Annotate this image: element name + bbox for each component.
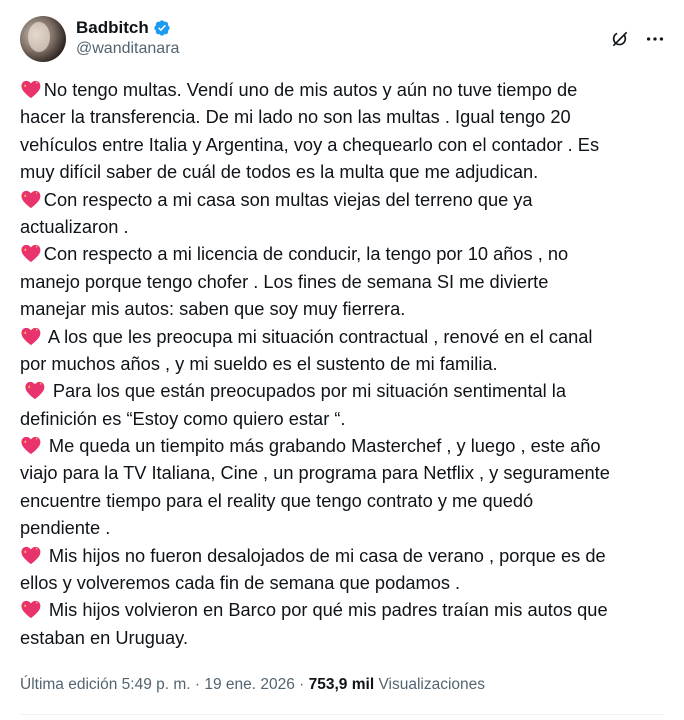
tweet-line (20, 158, 665, 185)
heart-emoji-icon (20, 79, 42, 99)
tweet-line (20, 295, 665, 322)
tweet-line-text: encuentre tiempo para el reality que tengo contrato y me quedó (20, 489, 534, 511)
tweet-line-text: muy difícil saber de cuál de todos es la multa que me adjudican. (20, 161, 539, 183)
heart-emoji-icon (20, 326, 42, 346)
tweet-line (20, 131, 665, 158)
tweet-line-text: Mis hijos volvieron en Barco por qué mis padres traían mis autos que (43, 599, 608, 621)
heart-emoji-icon (20, 435, 42, 455)
grok-icon[interactable] (610, 29, 630, 49)
views-count: 753,9 mil (308, 676, 375, 693)
tweet-line-text: A los que les preocupa mi situación contractual , renové en el canal (43, 325, 593, 347)
heart-emoji-icon (24, 380, 46, 400)
tweet-line (20, 487, 665, 514)
tweet-line (20, 514, 665, 541)
tweet-line-text: ellos y volveremos cada fin de semana que podamos . (20, 572, 461, 594)
tweet-line-text: manejo porque tengo chofer . Los fines de semana SI me divierte (20, 270, 549, 292)
tweet-line-text: vehículos entre Italia y Argentina, voy a chequearlo con el contador . Es (20, 133, 600, 155)
tweet-header (20, 14, 666, 64)
tweet-line (20, 624, 665, 651)
display-name[interactable]: Badbitch (76, 18, 149, 37)
tweet-line-text: por muchos años , y mi sueldo es el sustento de mi familia. (20, 352, 498, 374)
tweet-line (20, 405, 665, 432)
views-label: Visualizaciones (374, 676, 486, 693)
tweet-line (20, 268, 665, 295)
tweet-text (20, 76, 670, 651)
tweet-line (20, 213, 665, 240)
heart-emoji-icon (20, 599, 42, 619)
tweet-meta (20, 674, 485, 696)
header-actions (610, 28, 666, 50)
tweet-line-text: Con respecto a mi casa son multas viejas del terreno que ya (43, 188, 533, 210)
tweet-line-text: Con respecto a mi licencia de conducir, la tengo por 10 años , no (43, 243, 569, 265)
tweet-line-text: pendiente . (20, 517, 111, 539)
heart-emoji-icon (20, 189, 42, 209)
tweet-line (20, 459, 665, 486)
divider (20, 714, 664, 715)
edited-timestamp[interactable]: Última edición 5:49 p. m. · 19 ene. 2026 · (20, 676, 309, 693)
name-row (76, 18, 179, 38)
tweet-line (20, 76, 665, 103)
tweet-line (20, 186, 665, 213)
tweet-line (20, 377, 665, 404)
tweet-line-text: actualizaron . (20, 215, 129, 237)
tweet-line-text: Para los que están preocupados por mi situación sentimental la (47, 380, 567, 402)
tweet-line (20, 432, 665, 459)
verified-badge-icon (153, 19, 171, 37)
tweet-line-text: viajo para la TV Italiana, Cine , un programa para Netflix , y seguramente (20, 462, 610, 484)
tweet-line-text: manejar mis autos: saben que soy muy fierrera. (20, 298, 406, 320)
tweet-line-text: definición es “Estoy como quiero estar “. (20, 407, 346, 429)
tweet-line-text: hacer la transferencia. De mi lado no son las multas . Igual tengo 20 (20, 106, 571, 128)
handle[interactable]: @wanditanara (76, 40, 180, 57)
tweet-line-text: estaban en Uruguay. (20, 626, 189, 648)
heart-emoji-icon (20, 545, 42, 565)
more-options-icon[interactable] (644, 28, 666, 50)
tweet-line (20, 569, 665, 596)
author-names (76, 18, 179, 60)
tweet-line (20, 103, 665, 130)
tweet-line (20, 542, 665, 569)
tweet-line-text: No tengo multas. Vendí uno de mis autos y aún no tuve tiempo de (43, 79, 578, 100)
tweet-line (20, 596, 665, 623)
heart-emoji-icon (20, 243, 42, 263)
avatar[interactable] (20, 16, 66, 62)
tweet-line (20, 350, 665, 377)
tweet-line (20, 323, 665, 350)
tweet-line (20, 240, 665, 267)
tweet-line-text: Mis hijos no fueron desalojados de mi casa de verano , porque es de (43, 544, 606, 566)
tweet-line-text: Me queda un tiempito más grabando Masterchef , y luego , este año (43, 435, 601, 457)
